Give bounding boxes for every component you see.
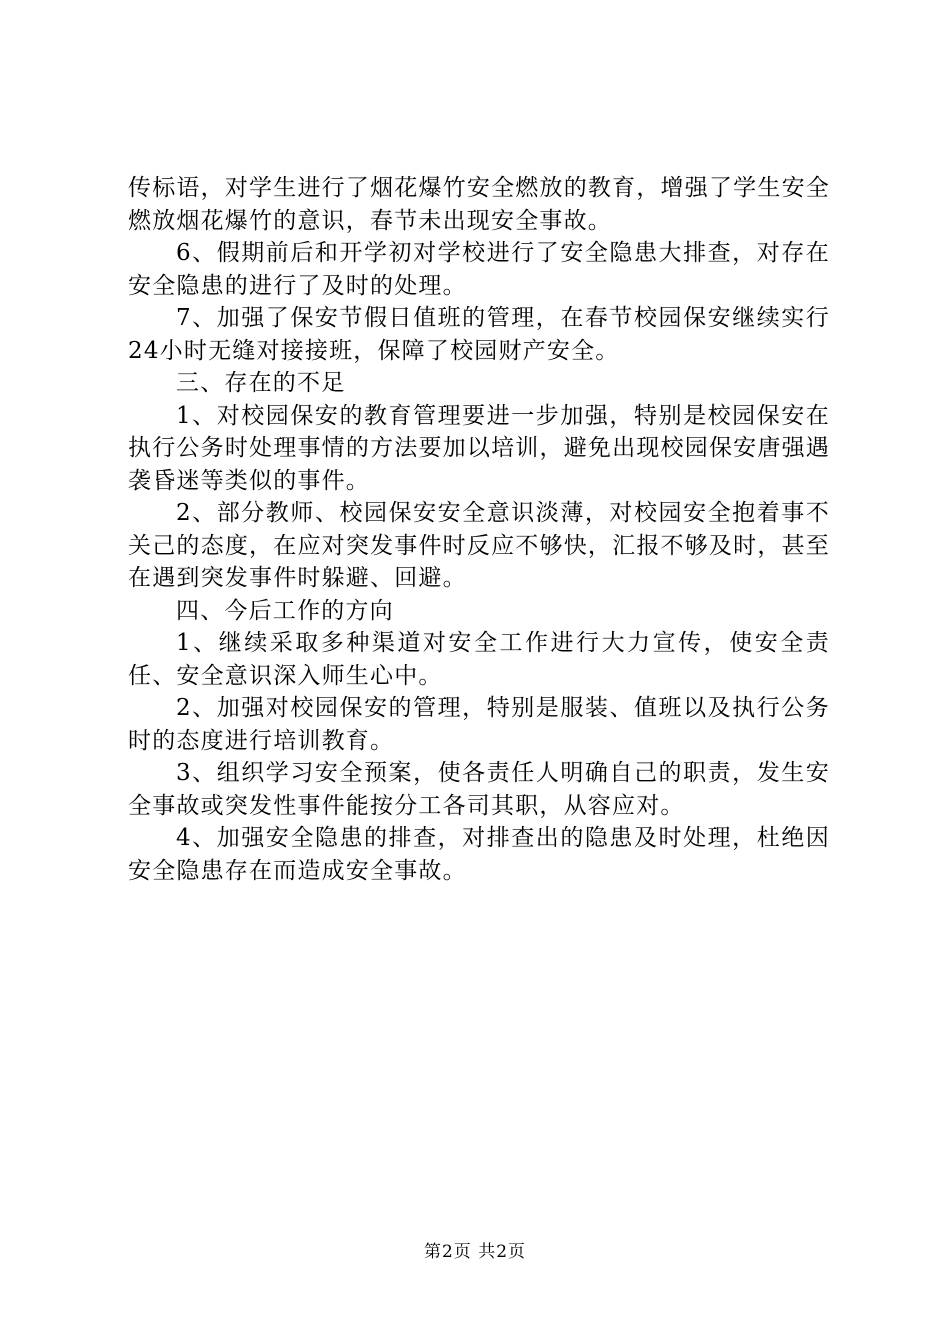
section-heading-future-direction: 四、今后工作的方向 [176,597,394,624]
page-footer: 第2页 共2页 [423,1242,527,1262]
section-heading-shortcomings: 三、存在的不足 [176,370,346,396]
paragraph-shortcoming-2: 2、部分教师、校园保安安全意识淡薄，对校园安全抱着事不关己的态度，在应对突发事件时反应不够快，汇报不够及时，甚至在遇到突发事件时躲避、回避。 [128,500,830,591]
paragraph-direction-2: 2、加强对校园保安的管理，特别是服装、值班以及执行公务时的态度进行培训教育。 [128,695,830,754]
document-body [128,172,830,887]
paragraph-item-7: 7、加强了保安节假日值班的管理，在春节校园保安继续实行24小时无缝对接接班，保障了校园财产安全。 [128,305,830,364]
paragraph-shortcoming-1: 1、对校园保安的教育管理要进一步加强，特别是校园保安在执行公务时处理事情的方法要加以培训，避免出现校园保安唐强遇袭昏迷等类似的事件。 [128,402,830,494]
paragraph-direction-1: 1、继续采取多种渠道对安全工作进行大力宣传，使安全责任、安全意识深入师生心中。 [128,630,830,689]
paragraph-continuation: 传标语，对学生进行了烟花爆竹安全燃放的教育，增强了学生安全燃放烟花爆竹的意识，春节未出现安全事故。 [128,175,830,234]
paragraph-direction-3: 3、组织学习安全预案，使各责任人明确自己的职责，发生安全事故或突发性事件能按分工各司其职，从容应对。 [128,760,830,819]
paragraph-direction-4: 4、加强安全隐患的排查，对排查出的隐患及时处理，杜绝因安全隐患存在而造成安全事故。 [128,825,830,884]
paragraph-item-6: 6、假期前后和开学初对学校进行了安全隐患大排查，对存在安全隐患的进行了及时的处理。 [128,240,830,299]
